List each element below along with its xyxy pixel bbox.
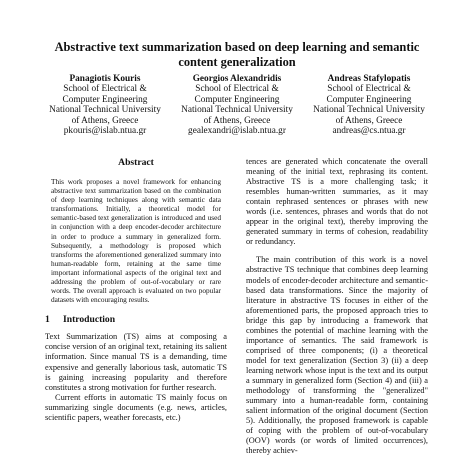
author-name: Andreas Stafylopatis: [327, 74, 411, 84]
author-affiliation-line: of Athens, Greece: [71, 115, 139, 126]
author-email: pkouris@islab.ntua.gr: [63, 126, 147, 137]
abstract: [45, 177, 227, 304]
section-title: Introduction: [63, 314, 116, 326]
author-block: [40, 74, 434, 136]
right-column: [246, 157, 428, 456]
author-affiliation-line: School of Electrical &: [195, 84, 279, 95]
intro-paragraph-1: Text Summarization (TS) aims at composing a concise version of an original text, retaining its salient information. Since manual TS is a demanding, time expensive and generally laborious task, automatic TS is gaining increasing popularity and therefore constitutes a strong motivation for further research.: [45, 332, 227, 392]
author-affiliation-line: National Technical University: [313, 105, 425, 116]
author-name: Panagiotis Kouris: [69, 74, 141, 84]
author-email: gealexandri@islab.ntua.gr: [188, 126, 286, 137]
abstract-text: This work proposes a novel framework for enhancing abstractive text summarization based on the combination of deep learning techniques along with semantic data transformations. Initially, a theoretical model for semantic-based text generalization is introduced and used in conjunction with a deep encoder-decoder architecture in order to produce a summary in generalized form. Subsequently, a methodology is proposed which transforms the aforementioned generalized summary into human-readable form, retaining at the same time important informational aspects of the original text and addressing the problem of out-of-vocabulary or rare words. The overall approach is evaluated on two popular datasets with encouraging results.: [51, 177, 221, 305]
abstract-heading: Abstract: [118, 157, 154, 168]
section-heading: [45, 315, 227, 325]
author-affiliation-line: Computer Engineering: [62, 94, 148, 105]
author-affiliation-line: National Technical University: [49, 105, 161, 116]
author-affiliation-line: National Technical University: [181, 105, 293, 116]
body-paragraph-continued: tences are generated which concatenate the overall meaning of the initial text, rephrasing its content. Abstractive TS is a more challenging task; it resembles human-written summaries, as it may contain rephrased sentences or phrases with new words (i.e. sentences, phrases and words that do not appear in the original text), thereby improving the generated summary in terms of cohesion, readability or redundancy.: [246, 157, 428, 247]
intro-paragraph-2: Current efforts in automatic TS mainly focus on summarizing single documents (e.g. news, articles, scientific papers, weather forecasts, etc.): [45, 392, 227, 422]
author-name: Georgios Alexandridis: [192, 74, 282, 84]
author-affiliation-line: Computer Engineering: [326, 94, 412, 105]
author-affiliation-line: School of Electrical &: [63, 84, 147, 95]
body-paragraph-contribution: The main contribution of this work is a novel abstractive TS technique that combines deep learning models of encoder-decoder architecture and semantic-based data transformations. Since the majority of literature in abstractive TS focuses in either of the aforementioned parts, the proposed approach tries to bridge this gap by introducing a framework that combines the potential of machine learning with the importance of semantics. The said framework is comprised of three components; (i) a theoretical model for text generalization (Section 3) (ii) a deep learning network whose input is the text and its output a summary in generalized form (Section 4) and (iii) a methodology of transforming the "generalized" summary into a human-readable form, containing salient information of the original document (Section 5). Additionally, the proposed framework is capable of coping with the problem of out-of-vocabulary (OOV) words (or words of limited occurrences), thereby achiev-: [246, 255, 428, 456]
author-3: [304, 74, 434, 136]
author-1: [40, 74, 170, 136]
author-affiliation-line: of Athens, Greece: [335, 115, 403, 126]
author-2: [172, 74, 302, 136]
author-email: andreas@cs.ntua.gr: [332, 126, 406, 137]
author-affiliation-line: of Athens, Greece: [203, 115, 271, 126]
author-affiliation-line: School of Electrical &: [327, 84, 411, 95]
left-column: [45, 157, 227, 423]
author-affiliation-line: Computer Engineering: [194, 94, 280, 105]
section-number: 1: [45, 314, 50, 326]
paper-title: Abstractive text summarization based on deep learning and semantic content generalization: [54, 40, 420, 69]
